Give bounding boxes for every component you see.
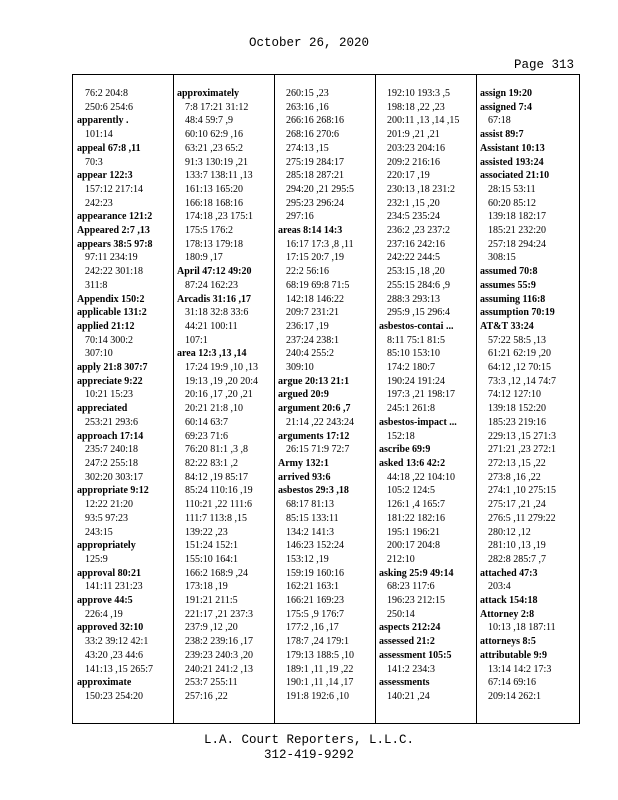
index-term: appropriate 9:12 (77, 485, 149, 497)
index-citation: 60:20 85:12 (488, 197, 537, 209)
index-citation: 17:15 20:7 ,19 (286, 252, 345, 264)
index-citation: 43:20 ,23 44:6 (85, 649, 144, 661)
index-citation: 73:3 ,12 ,14 74:7 (488, 375, 557, 387)
index-citation: 134:2 141:3 (286, 526, 335, 538)
index-citation: 197:3 ,21 198:17 (387, 389, 456, 401)
index-citation: 240:21 241:2 ,13 (185, 663, 254, 675)
index-term: assuming 116:8 (480, 293, 546, 305)
index-citation: 280:12 ,12 (488, 526, 531, 538)
index-term: areas 8:14 14:3 (278, 225, 343, 237)
index-citation: 26:15 71:9 72:7 (286, 444, 350, 456)
index-term: appreciate 9:22 (77, 375, 143, 387)
index-citation: 44:21 100:11 (185, 320, 238, 332)
index-citation: 201:9 ,21 ,21 (387, 129, 440, 141)
index-citation: 181:22 182:16 (387, 512, 446, 524)
index-term: associated 21:10 (480, 170, 550, 182)
index-citation: 232:1 ,15 ,20 (387, 197, 440, 209)
index-citation: 87:24 162:23 (185, 279, 239, 291)
index-citation: 84:12 ,19 85:17 (185, 471, 249, 483)
index-term: approach 17:14 (77, 430, 144, 442)
index-term: attack 154:18 (480, 595, 538, 607)
index-citation: 85:24 110:16 ,19 (185, 485, 253, 497)
index-citation: 191:21 211:5 (185, 595, 238, 607)
index-citation: 146:23 152:24 (286, 540, 345, 552)
index-citation: 91:3 130:19 ,21 (185, 156, 249, 168)
index-citation: 196:23 212:15 (387, 595, 446, 607)
index-citation: 151:24 152:1 (185, 540, 239, 552)
index-term: Appendix 150:2 (77, 293, 145, 305)
index-term: argue 20:13 21:1 (278, 375, 350, 387)
index-citation: 255:15 284:6 ,9 (387, 279, 451, 291)
index-term: argument 20:6 ,7 (278, 403, 351, 415)
index-citation: 209:14 262:1 (488, 690, 542, 702)
index-citation: 178:13 179:18 (185, 238, 244, 250)
index-column-2 (177, 87, 278, 712)
index-citation: 12:22 21:20 (85, 499, 134, 511)
index-citation: 268:16 270:6 (286, 129, 340, 141)
index-citation: 260:15 ,23 (286, 88, 329, 99)
index-citation: 203:4 (488, 581, 511, 593)
index-citation: 253:21 293:6 (85, 416, 139, 428)
index-citation: 253:7 255:11 (185, 677, 238, 689)
index-term: assessments (379, 677, 430, 689)
index-citation: 273:8 ,16 ,22 (488, 471, 541, 483)
index-citation: 141:11 231:23 (85, 581, 143, 593)
index-term: approved 32:10 (77, 622, 144, 634)
index-citation: 200:17 204:8 (387, 540, 441, 552)
index-citation: 174:18 ,23 175:1 (185, 211, 254, 223)
index-citation: 33:2 39:12 42:1 (85, 636, 149, 648)
index-citation: 192:10 193:3 ,5 (387, 88, 451, 99)
footer-company: L.A. Court Reporters, L.L.C. (203, 733, 415, 747)
index-citation: 70:3 (85, 156, 103, 168)
index-citation: 153:12 ,19 (286, 553, 329, 565)
index-citation: 177:2 ,16 ,17 (286, 622, 339, 634)
index-term: assign 19:20 (480, 88, 532, 99)
index-term: apply 21:8 307:7 (77, 362, 148, 374)
index-citation: 275:19 284:17 (286, 156, 345, 168)
index-citation: 294:20 ,21 295:5 (286, 183, 355, 195)
index-citation: 175:5 176:2 (185, 225, 234, 237)
index-citation: 166:2 168:9 ,24 (185, 567, 249, 579)
index-citation: 195:1 196:21 (387, 526, 441, 538)
index-term: AT&T 33:24 (480, 320, 534, 332)
index-citation: 141:13 ,15 265:7 (85, 663, 154, 675)
index-citation: 242:23 (85, 197, 113, 209)
index-term: assist 89:7 (480, 129, 524, 141)
index-citation: 141:2 234:3 (387, 663, 436, 675)
index-term: applied 21:12 (77, 320, 135, 332)
index-term: attached 47:3 (480, 567, 538, 579)
index-citation: 68:17 81:13 (286, 499, 335, 511)
index-citation: 295:23 296:24 (286, 197, 345, 209)
index-term: area 12:3 ,13 ,14 (177, 348, 247, 360)
index-term: assumption 70:19 (480, 307, 555, 319)
index-citation: 10:13 ,18 187:11 (488, 622, 556, 634)
index-term: assumed 70:8 (480, 266, 538, 278)
index-citation: 281:10 ,13 ,19 (488, 540, 546, 552)
index-citation: 74:12 127:10 (488, 389, 542, 401)
footer-phone: 312-419-9292 (263, 748, 354, 762)
index-term: appropriately (77, 540, 136, 552)
index-frame (72, 74, 580, 724)
index-citation: 126:1 ,4 165:7 (387, 499, 446, 511)
index-citation: 302:20 303:17 (85, 471, 144, 483)
index-citation: 276:5 ,11 279:22 (488, 512, 556, 524)
index-citation: 155:10 164:1 (185, 553, 239, 565)
index-term: approve 44:5 (77, 595, 133, 607)
index-citation: 257:18 294:24 (488, 238, 547, 250)
index-term: assisted 193:24 (480, 156, 544, 168)
index-citation: 180:9 ,17 (185, 252, 223, 264)
index-term: asking 25:9 49:14 (379, 567, 454, 579)
index-citation: 237:9 ,12 ,20 (185, 622, 238, 634)
index-citation: 21:14 ,22 243:24 (286, 416, 355, 428)
index-term: assessment 105:5 (379, 649, 452, 661)
index-citation: 174:2 180:7 (387, 362, 436, 374)
index-citation: 161:13 165:20 (185, 183, 244, 195)
index-citation: 142:18 146:22 (286, 293, 345, 305)
index-term: April 47:12 49:20 (177, 266, 252, 278)
index-column-1 (77, 87, 178, 712)
index-citation: 295:9 ,15 296:4 (387, 307, 451, 319)
index-citation: 247:2 255:18 (85, 457, 139, 469)
index-citation: 139:18 152:20 (488, 403, 547, 415)
index-term: arguments 17:12 (278, 430, 350, 442)
index-citation: 250:14 (387, 608, 415, 620)
index-citation: 190:1 ,11 ,14 ,17 (286, 677, 354, 689)
index-citation: 175:5 ,9 176:7 (286, 608, 345, 620)
index-citation: 285:18 287:21 (286, 170, 345, 182)
index-citation: 173:18 ,19 (185, 581, 228, 593)
index-citation: 243:15 (85, 526, 113, 538)
index-citation: 229:13 ,15 271:3 (488, 430, 557, 442)
index-term: asbestos-contai ... (379, 320, 454, 332)
index-term: apparently . (77, 115, 129, 127)
index-citation: 166:18 168:16 (185, 197, 244, 209)
index-citation: 212:10 (387, 553, 415, 565)
index-citation: 238:2 239:16 ,17 (185, 636, 254, 648)
index-citation: 20:21 21:8 ,10 (185, 403, 244, 415)
index-term: appreciated (77, 403, 128, 415)
index-citation: 239:23 240:3 ,20 (185, 649, 254, 661)
index-citation: 152:18 (387, 430, 415, 442)
index-citation: 48:4 59:7 ,9 (185, 115, 234, 127)
index-term: ascribe 69:9 (379, 444, 431, 456)
index-citation: 67:14 69:16 (488, 677, 537, 689)
index-citation: 19:13 ,19 ,20 20:4 (185, 375, 259, 387)
index-citation: 297:16 (286, 211, 314, 223)
date-header: October 26, 2020 (248, 36, 370, 50)
index-citation: 110:21 ,22 111:6 (185, 499, 252, 511)
index-citation: 101:14 (85, 129, 113, 141)
index-citation: 198:18 ,22 ,23 (387, 101, 445, 113)
index-citation: 68:19 69:8 71:5 (286, 279, 350, 291)
index-term: assumes 55:9 (480, 279, 536, 291)
index-term: asbestos-impact ... (379, 416, 457, 428)
index-citation: 139:22 ,23 (185, 526, 228, 538)
index-citation: 178:7 ,24 179:1 (286, 636, 350, 648)
index-citation: 60:10 62:9 ,16 (185, 129, 244, 141)
index-column-4 (379, 87, 480, 712)
index-citation: 191:8 192:6 ,10 (286, 690, 350, 702)
index-citation: 190:24 191:24 (387, 375, 446, 387)
index-citation: 311:8 (85, 279, 108, 291)
index-term: assessed 21:2 (379, 636, 435, 648)
index-citation: 125:9 (85, 553, 108, 565)
index-citation: 162:21 163:1 (286, 581, 340, 593)
index-citation: 105:2 124:5 (387, 485, 436, 497)
index-citation: 274:1 ,10 275:15 (488, 485, 557, 497)
index-citation: 308:15 (488, 252, 516, 264)
index-citation: 185:21 232:20 (488, 225, 547, 237)
index-citation: 200:11 ,13 ,14 ,15 (387, 115, 460, 127)
index-citation: 20:16 ,17 ,20 ,21 (185, 389, 253, 401)
index-citation: 236:17 ,19 (286, 320, 329, 332)
index-citation: 63:21 ,23 65:2 (185, 142, 244, 154)
index-citation: 16:17 17:3 ,8 ,11 (286, 238, 354, 250)
index-column-5 (480, 87, 581, 712)
index-citation: 166:21 169:23 (286, 595, 345, 607)
index-citation: 57:22 58:5 ,13 (488, 334, 547, 346)
index-citation: 272:13 ,15 ,22 (488, 457, 546, 469)
index-citation: 85:10 153:10 (387, 348, 441, 360)
index-citation: 245:1 261:8 (387, 403, 436, 415)
index-citation: 28:15 53:11 (488, 183, 536, 195)
index-citation: 93:5 97:23 (85, 512, 129, 524)
index-term: attorneys 8:5 (480, 636, 536, 648)
index-citation: 10:21 15:23 (85, 389, 134, 401)
index-term: approximately (177, 88, 240, 99)
index-citation: 76:20 81:1 ,3 ,8 (185, 444, 249, 456)
index-term: Assistant 10:13 (480, 142, 545, 154)
index-citation: 253:15 ,18 ,20 (387, 266, 445, 278)
index-citation: 275:17 ,21 ,24 (488, 499, 546, 511)
index-term: Army 132:1 (278, 457, 329, 469)
index-citation: 209:7 231:21 (286, 307, 340, 319)
index-citation: 235:7 240:18 (85, 444, 139, 456)
index-term: applicable 131:2 (77, 307, 147, 319)
index-citation: 85:15 133:11 (286, 512, 339, 524)
index-term: appears 38:5 97:8 (77, 238, 153, 250)
index-citation: 209:2 216:16 (387, 156, 441, 168)
index-citation: 234:5 235:24 (387, 211, 441, 223)
index-citation: 257:16 ,22 (185, 690, 228, 702)
index-citation: 7:8 17:21 31:12 (185, 101, 249, 113)
index-citation: 237:16 242:16 (387, 238, 446, 250)
index-citation: 282:8 285:7 ,7 (488, 553, 547, 565)
index-term: appear 122:3 (77, 170, 133, 182)
index-citation: 150:23 254:20 (85, 690, 144, 702)
index-citation: 288:3 293:13 (387, 293, 441, 305)
index-citation: 242:22 244:5 (387, 252, 441, 264)
index-term: Appeared 2:7 ,13 (77, 225, 150, 237)
index-term: assigned 7:4 (480, 101, 532, 113)
index-citation: 203:23 204:16 (387, 142, 446, 154)
index-citation: 179:13 188:5 ,10 (286, 649, 355, 661)
index-column-3 (278, 87, 379, 712)
index-term: Attorney 2:8 (480, 608, 535, 620)
index-citation: 189:1 ,11 ,19 ,22 (286, 663, 354, 675)
index-citation: 263:16 ,16 (286, 101, 329, 113)
index-term: approval 80:21 (77, 567, 141, 579)
index-citation: 111:7 113:8 ,15 (185, 512, 247, 524)
index-citation: 76:2 204:8 (85, 88, 129, 99)
index-citation: 69:23 71:6 (185, 430, 229, 442)
index-term: attributable 9:9 (480, 649, 547, 661)
index-term: asked 13:6 42:2 (379, 457, 446, 469)
index-term: aspects 212:24 (379, 622, 441, 634)
index-term: appeal 67:8 ,11 (77, 142, 141, 154)
index-citation: 250:6 254:6 (85, 101, 134, 113)
index-citation: 307:10 (85, 348, 113, 360)
index-citation: 240:4 255:2 (286, 348, 335, 360)
page-number: Page 313 (513, 58, 574, 72)
index-term: approximate (77, 677, 132, 689)
index-citation: 107:1 (185, 334, 208, 346)
index-citation: 133:7 138:11 ,13 (185, 170, 253, 182)
index-citation: 139:18 182:17 (488, 211, 547, 223)
index-citation: 61:21 62:19 ,20 (488, 348, 552, 360)
index-citation: 266:16 268:16 (286, 115, 345, 127)
index-citation: 220:17 ,19 (387, 170, 430, 182)
index-citation: 140:21 ,24 (387, 690, 430, 702)
index-citation: 226:4 ,19 (85, 608, 123, 620)
index-citation: 237:24 238:1 (286, 334, 340, 346)
index-citation: 22:2 56:16 (286, 266, 330, 278)
index-term: argued 20:9 (278, 389, 329, 401)
index-citation: 236:2 ,23 237:2 (387, 225, 451, 237)
index-term: arrived 93:6 (278, 471, 331, 483)
index-citation: 64:12 ,12 70:15 (488, 362, 552, 374)
index-citation: 17:24 19:9 ,10 ,13 (185, 362, 259, 374)
index-citation: 230:13 ,18 231:2 (387, 183, 456, 195)
index-citation: 274:13 ,15 (286, 142, 329, 154)
index-citation: 67:18 (488, 115, 511, 127)
index-citation: 82:22 83:1 ,2 (185, 457, 239, 469)
index-citation: 309:10 (286, 362, 314, 374)
index-citation: 13:14 14:2 17:3 (488, 663, 552, 675)
index-citation: 8:11 75:1 81:5 (387, 334, 445, 346)
index-citation: 157:12 217:14 (85, 183, 144, 195)
index-citation: 185:23 219:16 (488, 416, 547, 428)
index-citation: 271:21 ,23 272:1 (488, 444, 557, 456)
index-citation: 68:23 117:6 (387, 581, 435, 593)
index-citation: 70:14 300:2 (85, 334, 134, 346)
index-citation: 242:22 301:18 (85, 266, 144, 278)
index-citation: 221:17 ,21 237:3 (185, 608, 254, 620)
index-citation: 60:14 63:7 (185, 416, 229, 428)
index-citation: 97:11 234:19 (85, 252, 138, 264)
index-citation: 44:18 ,22 104:10 (387, 471, 456, 483)
index-term: asbestos 29:3 ,18 (278, 485, 349, 497)
index-term: appearance 121:2 (77, 211, 153, 223)
index-citation: 31:18 32:8 33:6 (185, 307, 249, 319)
index-citation: 159:19 160:16 (286, 567, 345, 579)
index-term: Arcadis 31:16 ,17 (177, 293, 251, 305)
